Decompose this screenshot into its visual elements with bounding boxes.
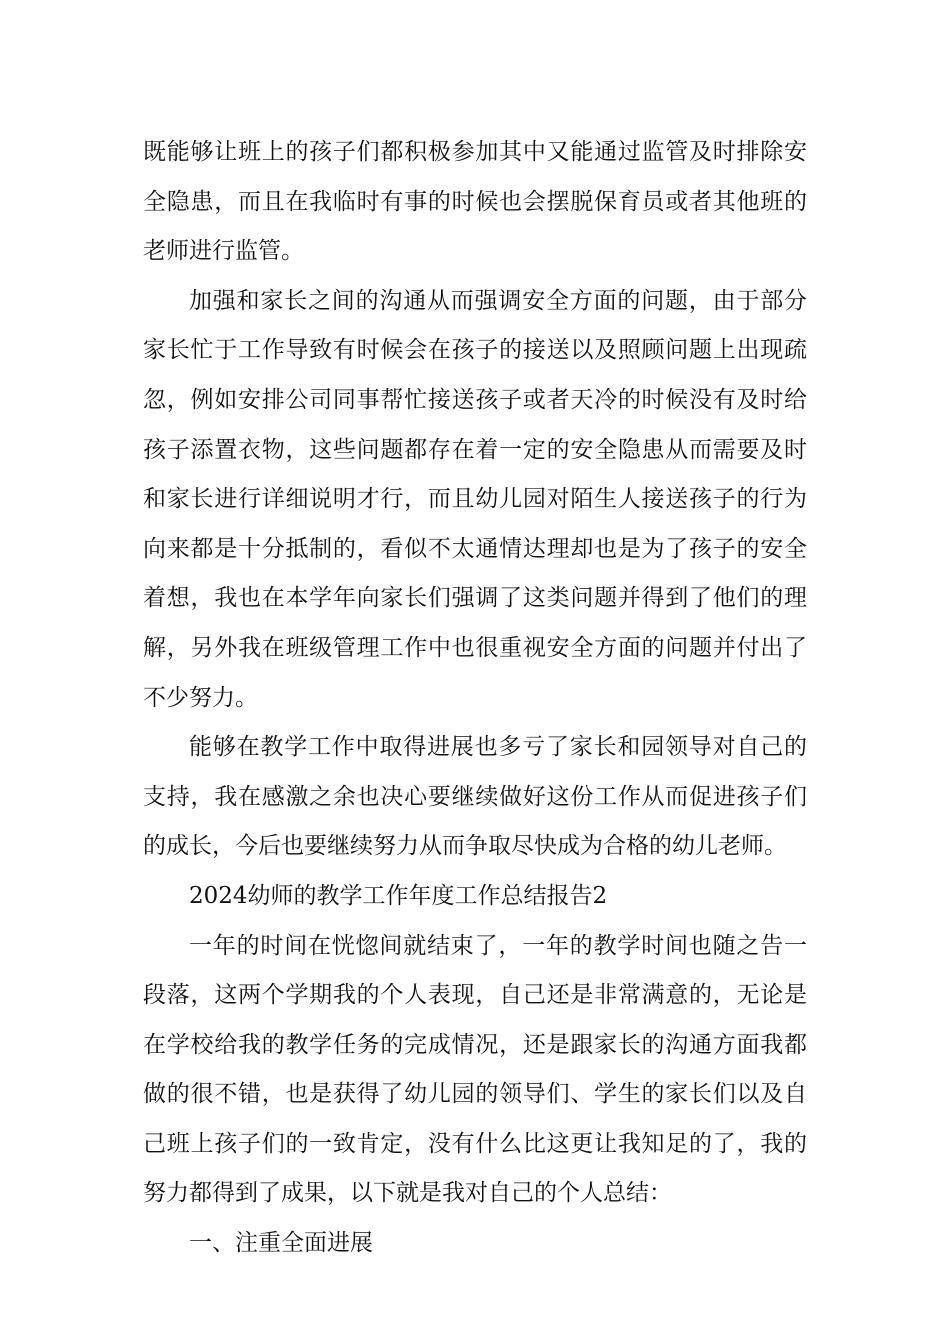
paragraph-parent-communication: 加强和家长之间的沟通从而强调安全方面的问题，由于部分家长忙于工作导致有时候会在孩子的接送以及照顾问题上出现疏忽，例如安排公司同事帮忙接送孩子或者天冷的时候没有及时给孩子添置衣物，这些问题都存在着一定的安全隐患从而需要及时和家长进行详细说明才行，而且幼儿园对陌生人接送孩子的行为向来都是十分抵制的，看似不太通情达理却也是为了孩子的安全着想，我也在本学年向家长们强调了这类问题并得到了他们的理解，另外我在班级管理工作中也很重视安全方面的问题并付出了不少努力。 [143, 287, 807, 711]
paragraph-safety-supervision: 既能够让班上的孩子们都积极参加其中又能通过监管及时排除安全隐患，而且在我临时有事的时候也会摆脱保育员或者其他班的老师进行监管。 [143, 139, 807, 265]
paragraph-gratitude: 能够在教学工作中取得进展也多亏了家长和园领导对自己的支持，我在感激之余也决心要继续做好这份工作从而促进孩子们的成长，今后也要继续努力从而争取尽快成为合格的幼儿老师。 [143, 734, 807, 860]
section-heading-report-2: 2024幼师的教学工作年度工作总结报告2 [189, 882, 608, 909]
subheading-comprehensive-development: 一、注重全面进展 [189, 1230, 373, 1257]
paragraph-year-summary: 一年的时间在恍惚间就结束了，一年的教学时间也随之告一段落，这两个学期我的个人表现，自己还是非常满意的，无论是在学校给我的教学任务的完成情况，还是跟家长的沟通方面我都做的很不错，也是获得了幼儿园的领导们、学生的家长们以及自己班上孩子们的一致肯定，没有什么比这更让我知足的了，我的努力都得到了成果，以下就是我对自己的个人总结： [143, 932, 807, 1207]
document-body [143, 128, 807, 1269]
